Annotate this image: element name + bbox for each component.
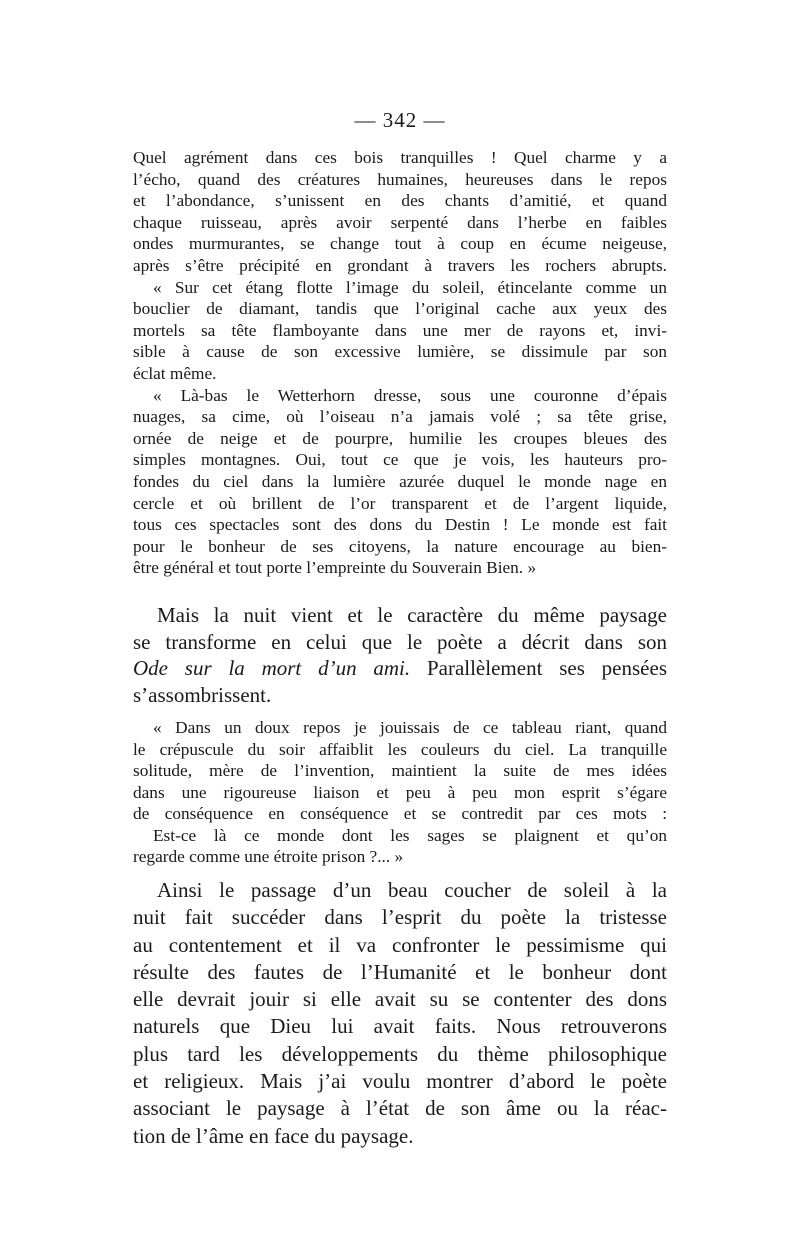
- text-line: être général et tout porte l’empreinte du Souverain Bien. »: [133, 558, 537, 578]
- text-line: elle devrait jouir si elle avait su se contenter des dons: [133, 987, 667, 1012]
- text-line: se transforme en celui que le poète a décrit dans son: [133, 629, 667, 654]
- text-line: « Dans un doux repos je jouissais de ce tableau riant, quand: [153, 718, 667, 737]
- page-number: — 342 —: [354, 108, 446, 132]
- text-line: s’assombrissent.: [133, 682, 272, 707]
- text-line: résulte des fautes de l’Humanité et le bonheur dont: [133, 959, 667, 984]
- text-line: cercle et où brillent de l’or transparent et de l’argent liquide,: [133, 493, 667, 513]
- text-line: sible à cause de son excessive lumière, se dissimule par son: [133, 342, 667, 362]
- text-span: Parallèlement ses pensées: [410, 656, 667, 681]
- text-line: ornée de neige et de pourpre, humilie les croupes bleues des: [133, 428, 667, 448]
- text-line: « Là-bas le Wetterhorn dresse, sous une couronne d’épais: [153, 385, 667, 405]
- text-line: naturels que Dieu lui avait faits. Nous retrouverons: [133, 1014, 667, 1039]
- text-line: l’écho, quand des créatures humaines, heureuses dans le repos: [133, 169, 667, 189]
- text-line: plus tard les développements du thème philosophique: [133, 1041, 667, 1066]
- text-line: dans une rigoureuse liaison et peu à peu mon esprit s’égare: [133, 782, 667, 802]
- text-line: nuages, sa cime, où l’oiseau n’a jamais volé ; sa tête grise,: [133, 407, 667, 427]
- text-line: simples montagnes. Oui, tout ce que je vois, les hauteurs pro-: [133, 450, 667, 470]
- text-line: et religieux. Mais j’ai voulu montrer d’abord le poète: [133, 1069, 667, 1094]
- quote-block-2: [133, 717, 667, 868]
- text-line: après s’être précipité en grondant à travers les rochers abrupts.: [133, 255, 667, 275]
- text-line: de conséquence en conséquence et se contredit par ces mots :: [133, 804, 667, 823]
- text-line: bouclier de diamant, tandis que l’original cache aux yeux des: [133, 299, 667, 319]
- text-line: solitude, mère de l’invention, maintient la suite de mes idées: [133, 761, 667, 780]
- text-line: Mais la nuit vient et le caractère du même paysage: [157, 603, 667, 627]
- text-line: au contentement et il va confronter le pessimisme qui: [133, 932, 667, 957]
- text-line: pour le bonheur de ses citoyens, la nature encourage au bien-: [133, 536, 667, 556]
- quote-block-1: [133, 147, 667, 579]
- text-line: fondes du ciel dans la lumière azurée duquel le monde nage en: [133, 471, 667, 491]
- text-line: regarde comme une étroite prison ?... »: [133, 847, 404, 866]
- text-line: le crépuscule du soir affaiblit les couleurs du ciel. La tranquille: [133, 739, 667, 759]
- text-line: nuit fait succéder dans l’esprit du poète la tristesse: [133, 905, 667, 930]
- text-line: tous ces spectacles sont des dons du Destin ! Le monde est fait: [133, 515, 667, 535]
- work-title: Ode sur la mort d’un ami.: [133, 656, 411, 681]
- text-line: Quel agrément dans ces bois tranquilles ! Quel charme y a: [133, 148, 667, 167]
- text-line: mortels sa tête flamboyante dans une mer de rayons et, invi-: [133, 320, 667, 340]
- paragraph-1: [133, 602, 667, 708]
- text-line: tion de l’âme en face du paysage.: [133, 1123, 414, 1148]
- text-line: éclat même.: [133, 363, 217, 383]
- paragraph-2: [133, 877, 667, 1150]
- text-line: Ainsi le passage d’un beau coucher de soleil à la: [157, 878, 667, 902]
- text-line: [133, 655, 667, 682]
- text-line: « Sur cet étang flotte l’image du soleil, étincelante comme un: [153, 277, 667, 297]
- text-line: et l’abondance, s’unissent en des chants d’amitié, et quand: [133, 191, 667, 211]
- text-line: associant le paysage à l’état de son âme ou la réac-: [133, 1096, 667, 1121]
- text-line: Est-ce là ce monde dont les sages se plaignent et qu’on: [153, 825, 667, 845]
- text-line: ondes murmurantes, se change tout à coup en écume neigeuse,: [133, 234, 667, 254]
- text-line: chaque ruisseau, après avoir serpenté dans l’herbe en faibles: [133, 212, 667, 232]
